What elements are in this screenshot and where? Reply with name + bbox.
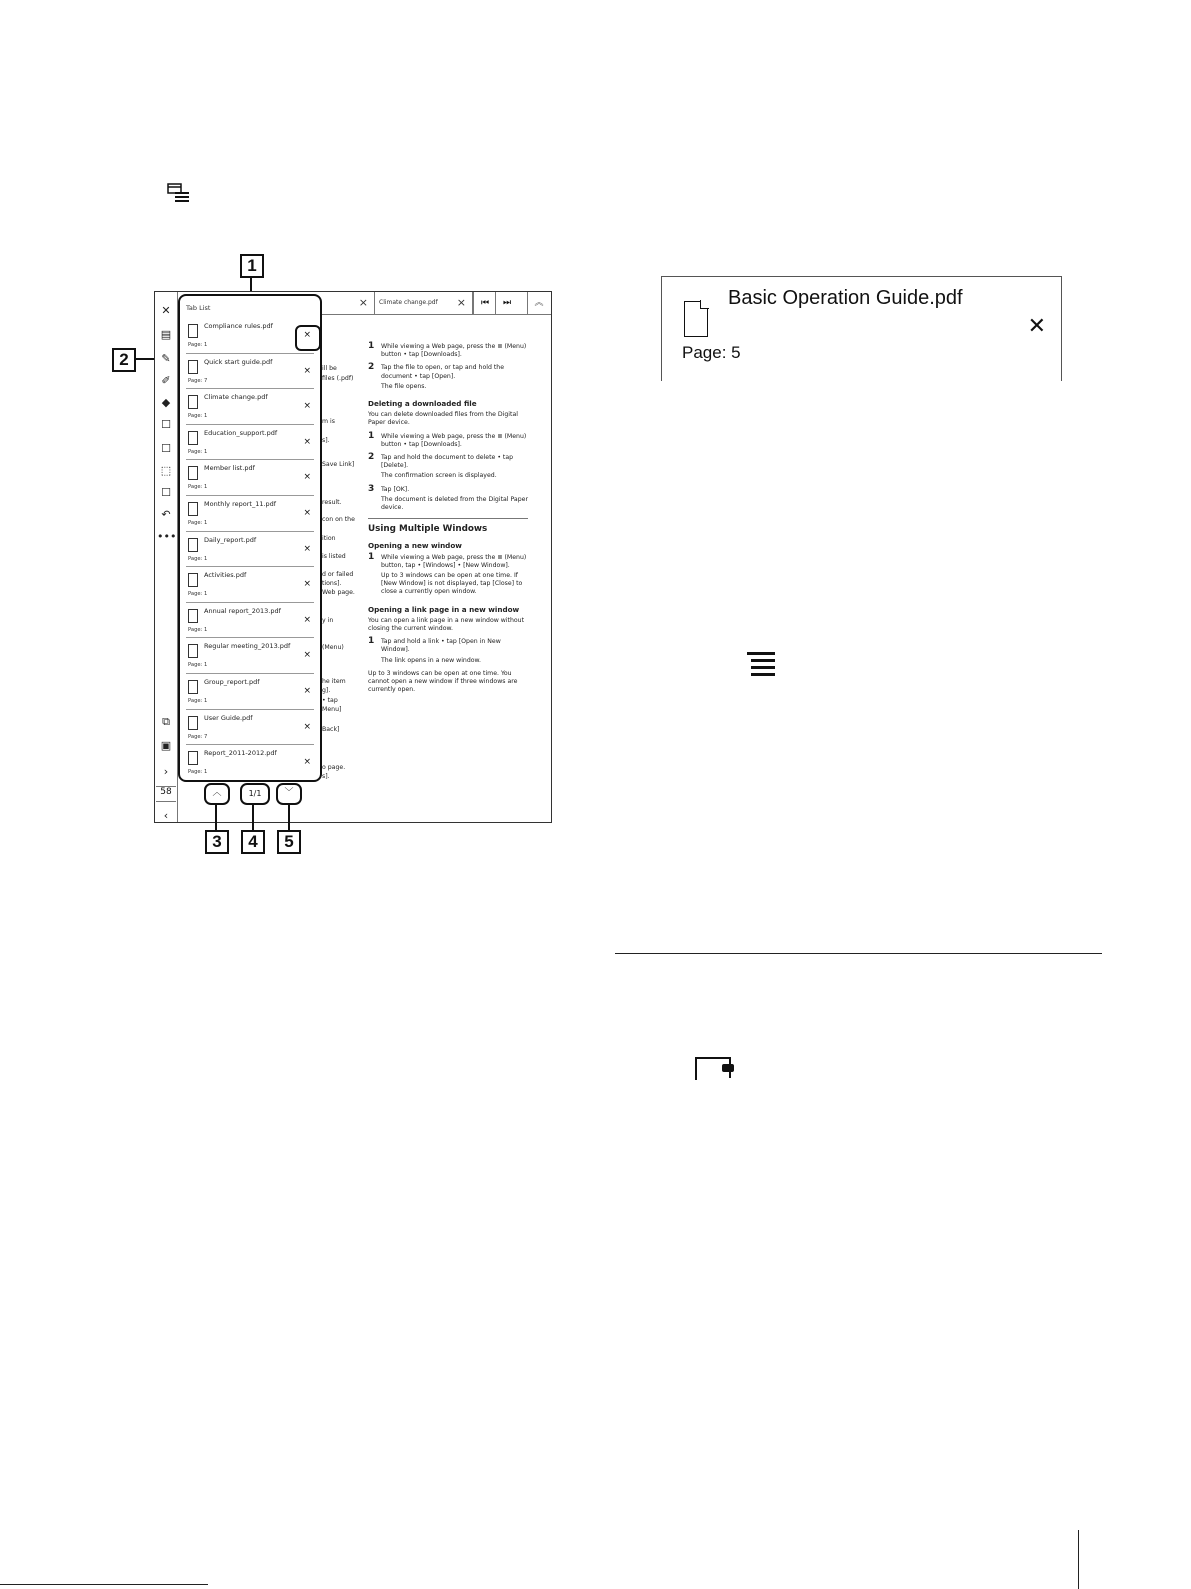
page-view-icon[interactable]: ▣ [160,739,172,752]
document-icon [188,466,198,480]
document-icon [188,395,198,409]
section-heading: Opening a link page in a new window [368,604,520,614]
document-icon [188,609,198,623]
footer-vertical-rule [1078,1530,1079,1589]
close-icon[interactable]: × [303,330,311,340]
tab-item-page: Page: 1 [188,555,208,562]
step-result: Up to 3 windows can be open at one time. If [New Window] is not displayed, tap [Close] to close a currently open window. [381,572,523,596]
tab-list-item[interactable] [186,567,314,603]
tab-item-page: Page: 1 [188,342,208,348]
document-content [368,343,528,700]
callout-2: 2 [112,348,136,372]
tab-list [186,318,314,781]
step-result: The document is deleted from the Digital Paper device. [381,495,529,512]
document-text-fragment: con on the [322,516,355,523]
step-number: 1 [368,430,375,441]
tab-item-page: Page: 1 [188,662,208,669]
tab-item-name: Monthly report_11.pdf [204,499,277,508]
callout-1: 1 [240,254,264,278]
menu-icon [747,652,775,676]
step-number: 2 [368,452,375,463]
step-result: The link opens in a new window. [381,656,482,664]
close-icon[interactable]: × [303,472,311,483]
step-text: Tap and hold the document to delete • tap [Delete]. [381,454,514,470]
close-icon[interactable]: × [303,757,311,768]
tab-item-page: Page: 7 [188,377,208,384]
close-icon[interactable]: × [303,579,311,590]
document-icon [188,644,198,658]
document-text-fragment: result. [322,499,342,506]
step-result: The file opens. [381,382,427,390]
tab-item-name: Quick start guide.pdf [204,357,273,366]
divider [615,953,1102,954]
document-icon [188,324,198,338]
tab-item-name: Daily_report.pdf [204,535,257,544]
tab-list-item[interactable] [186,674,314,710]
chapter-heading: Using Multiple Windows [368,518,528,533]
tab-item-page: Page: 1 [188,413,208,420]
select-icon[interactable]: ⬚ [160,464,172,477]
last-page-icon[interactable]: ⏭ [495,292,518,314]
document-icon [188,680,198,694]
tab-list-item[interactable] [186,460,314,496]
tab-list-item[interactable] [186,354,314,390]
document-text-fragment: Back] [322,726,340,733]
close-icon[interactable]: ✕ [161,304,171,317]
step-text: Tap the file to open, or tap and hold the document • tap [Open]. [381,364,504,380]
tab-item-page: Page: 1 [188,769,208,776]
close-icon[interactable]: × [358,296,368,309]
more-icon[interactable]: ••• [157,530,177,543]
tab-list-item[interactable] [186,532,314,568]
step-text: While viewing a Web page, press the ≣ (Menu) button • tap [Downloads]. [381,343,527,359]
close-icon[interactable]: × [303,365,311,376]
instruction-step [368,343,528,359]
document-text-fragment: Save Link] [322,461,355,468]
tab-item-name: User Guide.pdf [204,713,253,722]
new-window-icon [694,1056,738,1080]
step-text: While viewing a Web page, press the ≣ (Menu) button • tap [Downloads]. [381,432,527,448]
tab-item-page: Page: 1 [188,448,208,455]
instruction-step [368,454,528,481]
tab-list-item[interactable] [186,603,314,639]
document-text-fragment: s]. [322,437,330,444]
close-icon[interactable]: × [303,543,311,554]
tab-list-item[interactable] [186,425,314,461]
close-icon[interactable]: × [303,614,311,625]
step-number: 3 [368,483,375,494]
tab-list-item[interactable] [186,638,314,674]
tab-item-name: Report_2011-2012.pdf [204,749,277,758]
step-number: 1 [368,551,375,562]
tab-item-name: Education_support.pdf [204,428,278,437]
step-text: Tap and hold a link • tap [Open in New Window]. [381,638,501,654]
tab-item-name: Compliance rules.pdf [204,322,273,330]
tab-list-title: Tab List [186,304,211,312]
document-icon [188,573,198,587]
document-text-fragment: ill be [322,365,337,372]
document-text-fragment: m is [322,418,335,425]
tab-item-page: Page: 7 [188,733,208,740]
instruction-step [368,430,528,449]
tab-item-page: Page: 1 [188,519,208,526]
callout-3: 3 [205,830,229,854]
next-icon[interactable]: › [163,765,169,778]
document-text-fragment: files (.pdf) [322,375,354,382]
tab-item-page: Page: 1 [188,591,208,598]
tab-list-item[interactable] [186,389,314,425]
paragraph: Up to 3 windows can be open at one time. You cannot open a new window if three windows are currently open. [368,669,518,694]
tab-list-item[interactable] [186,496,314,532]
paragraph: You can open a link page in a new window without closing the current window. [368,616,525,633]
document-text-fragment: • tap [322,697,338,704]
step-text: While viewing a Web page, press the ≣ (Menu) button, tap • [Windows] • [New Window]. [381,553,527,569]
step-number: 2 [368,362,375,373]
callout-4: 4 [241,830,265,854]
close-icon[interactable]: × [303,401,311,412]
tab-item-page: Page: 1 [188,626,208,633]
tab-item-name: Regular meeting_2013.pdf [204,642,291,651]
collapse-icon[interactable]: ︽ [527,292,550,314]
instruction-step [368,364,528,391]
step-number: 1 [368,341,375,351]
instruction-step [368,638,528,665]
eraser-icon[interactable]: ◆ [161,396,171,409]
section-heading: Deleting a downloaded file [368,399,477,409]
document-icon [684,301,708,337]
tab-item-page: Page: 1 [188,697,208,704]
next-page-button[interactable]: ﹀ [276,783,302,805]
document-icon [188,538,198,552]
step-result: The confirmation screen is displayed. [381,472,497,480]
window-icon[interactable]: ⧉ [162,715,170,728]
document-icon [188,751,198,765]
tab-item-name: Basic Operation Guide.pdf [728,287,963,309]
close-icon[interactable]: × [456,296,466,309]
prev-page-button[interactable]: ︿ [204,783,230,805]
document-text-fragment: is listed [322,553,346,560]
document-text-fragment: (Menu) [322,644,344,651]
document-text-fragment: Menu] [322,706,342,713]
close-icon[interactable]: × [303,721,311,732]
document-icon [188,360,198,374]
document-text-fragment: o page. [322,764,346,771]
document-icon [188,431,198,445]
document-text-fragment: tions]. [322,580,342,587]
document-icon [188,716,198,730]
tab-item-page: Page: 1 [188,484,208,491]
document-text-fragment: d or failed [322,571,354,578]
add-note-icon[interactable]: ☐ [161,442,171,455]
document-text-fragment: ition [322,535,336,542]
close-icon[interactable]: ✕ [1027,313,1046,338]
sticky-note-icon[interactable]: ☐ [161,418,171,431]
tab-item-name: Member list.pdf [204,464,255,473]
close-icon[interactable]: × [303,507,311,518]
document-text-fragment: s]. [322,773,330,780]
tab-item-name: Group_report.pdf [204,677,260,686]
footer-rule [0,1584,208,1585]
tab-item-name: Annual report_2013.pdf [204,606,281,615]
document-icon [188,502,198,516]
tab-item-page: Page: 5 [682,343,741,362]
tab-item-name: Activities.pdf [204,571,247,580]
step-number: 1 [368,636,375,647]
close-icon[interactable]: × [303,685,311,696]
tab-climate-change[interactable]: Climate change.pdf × [375,292,473,314]
tab-item-name: Climate change.pdf [204,393,268,402]
section-heading: Opening a new window [368,541,462,551]
document-text-fragment: Web page. [322,589,355,596]
document-icon[interactable]: ☐ [161,486,171,499]
tab-list-item-enlarged[interactable] [661,276,1062,381]
tab-list-item[interactable] [186,710,314,746]
close-highlight [295,325,321,351]
close-icon[interactable]: × [303,436,311,447]
instruction-step [368,483,529,513]
page-number: 58 [156,786,176,802]
document-text-fragment: y in [322,617,334,624]
callout-5: 5 [277,830,301,854]
step-text: Tap [OK]. [381,485,410,493]
first-page-icon[interactable]: ⏮ [473,292,496,314]
tab-list-icon [167,183,191,205]
back-icon[interactable]: ‹ [163,809,169,822]
tab-list-item[interactable] [186,745,314,781]
pen-icon[interactable]: ✎ [161,352,171,365]
highlighter-icon[interactable]: ✐ [161,374,171,387]
paragraph: You can delete downloaded files from the Digital Paper device. [368,411,518,427]
tab-list-icon[interactable]: ▤ [160,328,172,341]
instruction-step [368,551,528,597]
close-icon[interactable]: × [303,650,311,661]
page-indicator: 1/1 [240,783,270,805]
document-text-fragment: he item [322,678,346,685]
tab-list-panel [178,294,322,782]
document-text-fragment: g]. [322,687,331,694]
undo-icon[interactable]: ↶ [161,508,171,521]
